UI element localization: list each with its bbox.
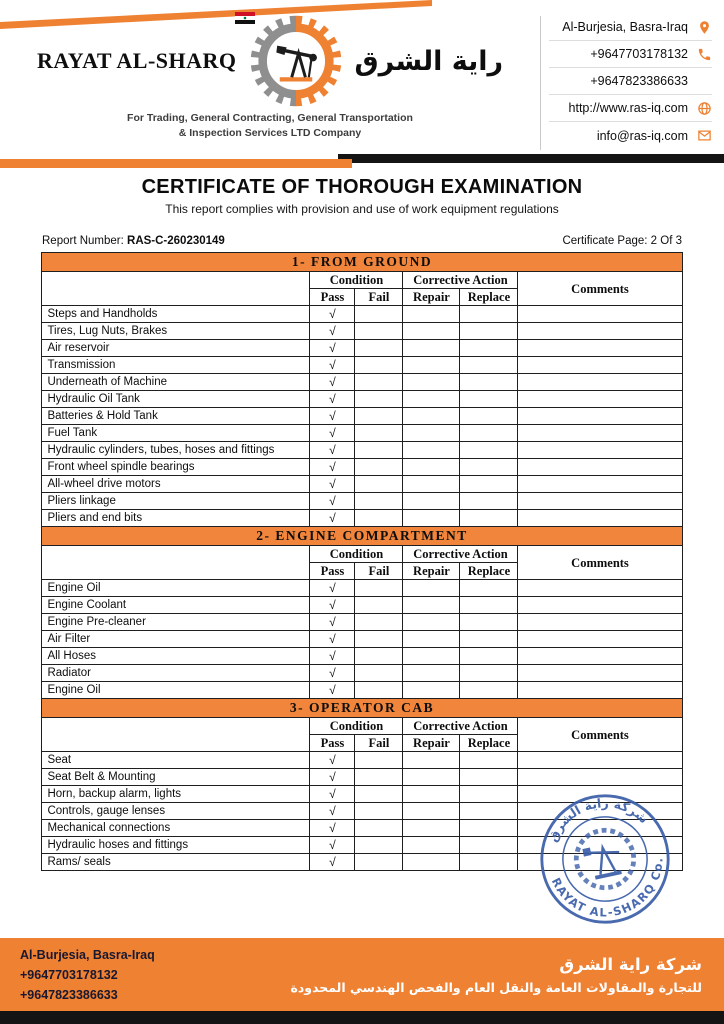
section-title: 3- OPERATOR CAB — [42, 699, 682, 718]
fail-cell — [355, 476, 403, 493]
checklist-row — [42, 837, 682, 854]
checklist-item-label: Batteries & Hold Tank — [42, 408, 310, 425]
checklist-item-label: Pliers linkage — [42, 493, 310, 510]
comments-cell — [518, 493, 682, 510]
column-group-header-row — [42, 718, 682, 735]
comments-cell — [518, 425, 682, 442]
envelope-icon — [697, 128, 712, 143]
fail-cell — [355, 682, 403, 699]
fail-cell — [355, 837, 403, 854]
checklist-item-label: Engine Pre-cleaner — [42, 614, 310, 631]
inspection-checklist-table — [41, 252, 682, 871]
checklist-item-label: Underneath of Machine — [42, 374, 310, 391]
fail-header: Fail — [355, 735, 403, 752]
fail-cell — [355, 854, 403, 871]
checklist-item-label: Engine Oil — [42, 682, 310, 699]
pass-cell: √ — [310, 803, 355, 820]
pass-cell: √ — [310, 374, 355, 391]
fail-header: Fail — [355, 289, 403, 306]
fail-cell — [355, 323, 403, 340]
replace-cell — [460, 665, 518, 682]
checklist-item-label: Hydraulic hoses and fittings — [42, 837, 310, 854]
checklist-row — [42, 614, 682, 631]
pass-cell: √ — [310, 597, 355, 614]
section-header-row — [42, 253, 682, 272]
condition-header: Condition — [310, 546, 403, 563]
certificate-page-group — [562, 235, 682, 247]
stamp-arabic-text: شركة راية الشرق — [544, 795, 652, 844]
footer-address: Al-Burjesia, Basra-Iraq — [20, 947, 155, 962]
certificate-page-value: 2 Of 3 — [650, 235, 682, 247]
checklist-row — [42, 510, 682, 527]
pass-header: Pass — [310, 289, 355, 306]
email-text: info@ras-iq.com — [596, 128, 688, 143]
pass-cell: √ — [310, 357, 355, 374]
repair-cell — [403, 665, 460, 682]
checklist-item-label: Hydraulic cylinders, tubes, hoses and fittings — [42, 442, 310, 459]
repair-header: Repair — [403, 735, 460, 752]
replace-cell — [460, 631, 518, 648]
repair-cell — [403, 752, 460, 769]
repair-cell — [403, 614, 460, 631]
checklist-item-label: Steps and Handholds — [42, 306, 310, 323]
checklist-row — [42, 425, 682, 442]
pass-cell: √ — [310, 510, 355, 527]
checklist-item-label: Tires, Lug Nuts, Brakes — [42, 323, 310, 340]
checklist-row — [42, 769, 682, 786]
checklist-row — [42, 648, 682, 665]
item-column-header — [42, 546, 310, 580]
replace-cell — [460, 340, 518, 357]
replace-cell — [460, 306, 518, 323]
checklist-row — [42, 682, 682, 699]
fail-cell — [355, 614, 403, 631]
footer-contact — [20, 945, 155, 1005]
contact-email — [549, 122, 712, 149]
phone2-icon-spacer — [697, 74, 712, 89]
comments-cell — [518, 374, 682, 391]
fail-cell — [355, 391, 403, 408]
fail-cell — [355, 374, 403, 391]
pass-cell: √ — [310, 340, 355, 357]
replace-cell — [460, 476, 518, 493]
comments-cell — [518, 597, 682, 614]
footer-company-arabic: شركة راية الشرق — [559, 954, 702, 974]
checklist-item-label: Hydraulic Oil Tank — [42, 391, 310, 408]
comments-header: Comments — [518, 272, 682, 306]
title-block — [0, 176, 724, 216]
pass-cell: √ — [310, 425, 355, 442]
checklist-row — [42, 752, 682, 769]
pass-cell: √ — [310, 665, 355, 682]
tagline-line-2: & Inspection Services LTD Company — [178, 126, 362, 139]
replace-cell — [460, 820, 518, 837]
website-text: http://www.ras-iq.com — [568, 101, 688, 115]
fail-cell — [355, 425, 403, 442]
replace-cell — [460, 682, 518, 699]
checklist-item-label: Engine Coolant — [42, 597, 310, 614]
comments-cell — [518, 510, 682, 527]
pass-cell: √ — [310, 820, 355, 837]
iraq-flag-icon — [235, 11, 255, 29]
comments-cell — [518, 391, 682, 408]
fail-header: Fail — [355, 563, 403, 580]
checklist-row — [42, 580, 682, 597]
gear-pumpjack-logo-icon — [249, 14, 343, 108]
comments-header: Comments — [518, 718, 682, 752]
repair-cell — [403, 837, 460, 854]
report-number-label: Report Number: — [42, 235, 124, 247]
pass-cell: √ — [310, 408, 355, 425]
fail-cell — [355, 408, 403, 425]
replace-header: Replace — [460, 563, 518, 580]
checklist-item-label: Transmission — [42, 357, 310, 374]
comments-cell — [518, 803, 682, 820]
corrective-action-header: Corrective Action — [403, 272, 518, 289]
fail-cell — [355, 340, 403, 357]
fail-cell — [355, 597, 403, 614]
pass-cell: √ — [310, 837, 355, 854]
checklist-row — [42, 476, 682, 493]
checklist-row — [42, 597, 682, 614]
repair-cell — [403, 357, 460, 374]
footer-phone-1: +9647703178132 — [20, 967, 118, 982]
replace-cell — [460, 425, 518, 442]
replace-cell — [460, 786, 518, 803]
replace-header: Replace — [460, 289, 518, 306]
checklist-item-label: Seat — [42, 752, 310, 769]
address-text: Al-Burjesia, Basra-Iraq — [562, 20, 688, 34]
black-bar — [338, 154, 724, 163]
repair-cell — [403, 631, 460, 648]
column-group-header-row — [42, 272, 682, 289]
section-header-row — [42, 527, 682, 546]
replace-cell — [460, 580, 518, 597]
checklist-row — [42, 631, 682, 648]
fail-cell — [355, 648, 403, 665]
comments-cell — [518, 682, 682, 699]
comments-cell — [518, 786, 682, 803]
checklist-row — [42, 665, 682, 682]
comments-cell — [518, 854, 682, 871]
checklist-row — [42, 854, 682, 871]
pass-cell: √ — [310, 631, 355, 648]
corrective-action-header: Corrective Action — [403, 718, 518, 735]
comments-cell — [518, 408, 682, 425]
checklist-row — [42, 391, 682, 408]
repair-cell — [403, 442, 460, 459]
fail-cell — [355, 580, 403, 597]
company-name-arabic: راية الشرق — [354, 45, 504, 77]
replace-cell — [460, 357, 518, 374]
section-header-row — [42, 699, 682, 718]
pass-cell: √ — [310, 493, 355, 510]
pass-cell: √ — [310, 648, 355, 665]
fail-cell — [355, 752, 403, 769]
fail-cell — [355, 803, 403, 820]
comments-cell — [518, 820, 682, 837]
fail-cell — [355, 820, 403, 837]
replace-cell — [460, 837, 518, 854]
report-info-row — [42, 235, 682, 247]
checklist-item-label: Front wheel spindle bearings — [42, 459, 310, 476]
fail-cell — [355, 442, 403, 459]
repair-cell — [403, 476, 460, 493]
pass-cell: √ — [310, 682, 355, 699]
pass-header: Pass — [310, 563, 355, 580]
tagline-line-1: For Trading, General Contracting, General Transportation — [127, 112, 413, 124]
comments-cell — [518, 306, 682, 323]
comments-cell — [518, 752, 682, 769]
checklist-item-label: Air reservoir — [42, 340, 310, 357]
comments-cell — [518, 580, 682, 597]
replace-cell — [460, 614, 518, 631]
checklist-item-label: Horn, backup alarm, lights — [42, 786, 310, 803]
stamp-english-text: RAYAT AL-SHARQ Co. — [548, 856, 666, 920]
comments-cell — [518, 357, 682, 374]
checklist-item-label: Engine Oil — [42, 580, 310, 597]
pass-cell: √ — [310, 459, 355, 476]
logo-row — [37, 14, 503, 108]
replace-cell — [460, 597, 518, 614]
repair-header: Repair — [403, 563, 460, 580]
replace-cell — [460, 408, 518, 425]
repair-cell — [403, 459, 460, 476]
repair-cell — [403, 340, 460, 357]
fail-cell — [355, 357, 403, 374]
repair-cell — [403, 854, 460, 871]
checklist-row — [42, 323, 682, 340]
repair-cell — [403, 648, 460, 665]
pass-header: Pass — [310, 735, 355, 752]
pass-cell: √ — [310, 614, 355, 631]
repair-cell — [403, 493, 460, 510]
comments-header: Comments — [518, 546, 682, 580]
orange-bar — [0, 159, 352, 168]
fail-cell — [355, 459, 403, 476]
fail-cell — [355, 786, 403, 803]
fail-cell — [355, 769, 403, 786]
repair-cell — [403, 682, 460, 699]
comments-cell — [518, 648, 682, 665]
pass-cell: √ — [310, 306, 355, 323]
checklist-row — [42, 340, 682, 357]
repair-cell — [403, 597, 460, 614]
replace-cell — [460, 803, 518, 820]
bottom-black-bar — [0, 1011, 724, 1024]
condition-header: Condition — [310, 272, 403, 289]
section-title: 2- ENGINE COMPARTMENT — [42, 527, 682, 546]
company-logo — [249, 14, 343, 108]
pass-cell: √ — [310, 323, 355, 340]
item-column-header — [42, 718, 310, 752]
comments-cell — [518, 476, 682, 493]
contact-website — [549, 95, 712, 122]
report-number-group — [42, 235, 225, 247]
checklist-item-label: Mechanical connections — [42, 820, 310, 837]
corrective-action-header: Corrective Action — [403, 546, 518, 563]
checklist-item-label: Rams/ seals — [42, 854, 310, 871]
repair-cell — [403, 374, 460, 391]
pass-cell: √ — [310, 476, 355, 493]
checklist-row — [42, 357, 682, 374]
pass-cell: √ — [310, 580, 355, 597]
checklist-row — [42, 374, 682, 391]
comments-cell — [518, 442, 682, 459]
location-pin-icon — [697, 20, 712, 35]
checklist-item-label: Pliers and end bits — [42, 510, 310, 527]
header — [0, 0, 724, 152]
comments-cell — [518, 340, 682, 357]
pass-cell: √ — [310, 786, 355, 803]
replace-cell — [460, 459, 518, 476]
checklist-item-label: Controls, gauge lenses — [42, 803, 310, 820]
checklist-item-label: Seat Belt & Mounting — [42, 769, 310, 786]
replace-cell — [460, 752, 518, 769]
document-subtitle: This report complies with provision and use of work equipment regulations — [165, 202, 559, 216]
replace-cell — [460, 854, 518, 871]
repair-header: Repair — [403, 289, 460, 306]
phone1-text: +9647703178132 — [590, 47, 688, 61]
checklist-item-label: Fuel Tank — [42, 425, 310, 442]
checklist-item-label: All-wheel drive motors — [42, 476, 310, 493]
replace-cell — [460, 442, 518, 459]
repair-cell — [403, 786, 460, 803]
footer-arabic — [291, 955, 703, 995]
comments-cell — [518, 459, 682, 476]
column-group-header-row — [42, 546, 682, 563]
pass-cell: √ — [310, 769, 355, 786]
comments-cell — [518, 631, 682, 648]
fail-cell — [355, 306, 403, 323]
repair-cell — [403, 425, 460, 442]
comments-cell — [518, 769, 682, 786]
replace-cell — [460, 648, 518, 665]
checklist-row — [42, 442, 682, 459]
company-name-english: RAYAT AL-SHARQ — [36, 48, 237, 73]
pass-cell: √ — [310, 752, 355, 769]
checklist-item-label: All Hoses — [42, 648, 310, 665]
replace-header: Replace — [460, 735, 518, 752]
checklist-item-label: Air Filter — [42, 631, 310, 648]
contact-area — [541, 14, 724, 152]
repair-cell — [403, 769, 460, 786]
fail-cell — [355, 665, 403, 682]
replace-cell — [460, 374, 518, 391]
phone-icon — [697, 47, 712, 62]
fail-cell — [355, 510, 403, 527]
repair-cell — [403, 306, 460, 323]
contact-address — [549, 14, 712, 41]
footer-description-arabic: للتجارة والمقاولات العامة والنقل العام والفحص الهندسي المحدودة — [290, 979, 702, 995]
logo-area — [0, 14, 540, 152]
checklist-row — [42, 408, 682, 425]
replace-cell — [460, 323, 518, 340]
footer-phone-2: +9647823386633 — [20, 987, 118, 1002]
comments-cell — [518, 323, 682, 340]
repair-cell — [403, 408, 460, 425]
globe-icon — [697, 101, 712, 116]
company-tagline — [127, 111, 413, 140]
section-title: 1- FROM GROUND — [42, 253, 682, 272]
document-title: CERTIFICATE OF THOROUGH EXAMINATION — [141, 176, 583, 198]
report-number-value: RAS-C-260230149 — [127, 235, 225, 247]
certificate-page-label: Certificate Page: — [562, 235, 648, 247]
pass-cell: √ — [310, 391, 355, 408]
comments-cell — [518, 665, 682, 682]
pass-cell: √ — [310, 854, 355, 871]
checklist-row — [42, 306, 682, 323]
checklist-row — [42, 786, 682, 803]
replace-cell — [460, 510, 518, 527]
contact-phone-1 — [549, 41, 712, 68]
repair-cell — [403, 820, 460, 837]
checklist-row — [42, 493, 682, 510]
fail-cell — [355, 493, 403, 510]
footer — [0, 938, 724, 1011]
repair-cell — [403, 803, 460, 820]
contact-phone-2 — [549, 68, 712, 95]
comments-cell — [518, 614, 682, 631]
repair-cell — [403, 510, 460, 527]
replace-cell — [460, 769, 518, 786]
condition-header: Condition — [310, 718, 403, 735]
separator-bars — [0, 154, 724, 170]
fail-cell — [355, 631, 403, 648]
comments-cell — [518, 837, 682, 854]
repair-cell — [403, 323, 460, 340]
replace-cell — [460, 493, 518, 510]
phone2-text: +9647823386633 — [590, 74, 688, 88]
checklist-item-label: Radiator — [42, 665, 310, 682]
repair-cell — [403, 580, 460, 597]
checklist-row — [42, 459, 682, 476]
checklist-row — [42, 820, 682, 837]
replace-cell — [460, 391, 518, 408]
checklist-row — [42, 803, 682, 820]
item-column-header — [42, 272, 310, 306]
repair-cell — [403, 391, 460, 408]
pass-cell: √ — [310, 442, 355, 459]
